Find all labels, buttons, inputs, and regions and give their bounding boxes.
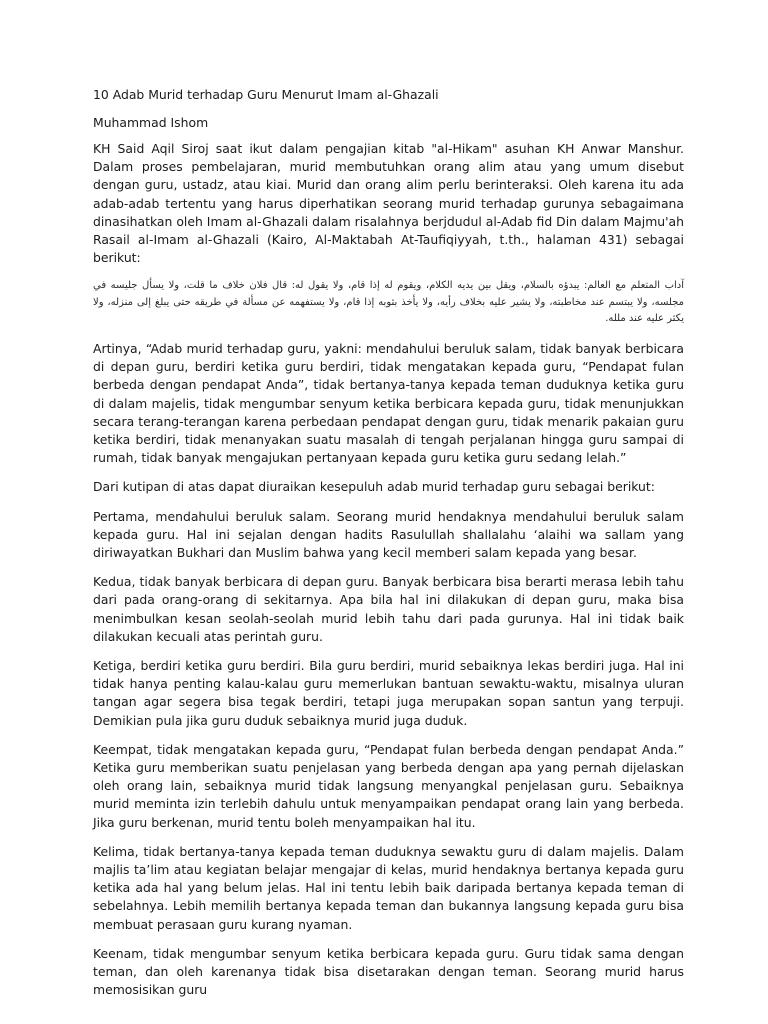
point-paragraph-6: Keenam, tidak mengumbar senyum ketika berbicara kepada guru. Guru tidak sama dengan teman, dan oleh karenanya tidak bisa disetarakan dengan teman. Seorang murid harus memosisikan guru [93, 945, 684, 998]
point-paragraph-2: Kedua, tidak banyak berbicara di depan guru. Banyak berbicara bisa berarti merasa lebih tahu dari pada orang-orang di sekitarnya. Apa bila hal ini dilakukan di depan guru, maka bisa menimbulkan kesan seolah-seolah murid lebih tahu dari pada gurunya. Hal ini tidak baik dilakukan kecuali atas perintah guru. [93, 574, 684, 644]
point-paragraph-1: Pertama, mendahului beruluk salam. Seorang murid hendaknya mendahului beruluk salam kepada guru. Hal ini sejalan dengan hadits Rasulullah shallalahu ‘alaihi wa sallam yang diriwayatkan Bukhari dan Muslim bahwa yang kecil memberi salam kepada yang besar. [93, 508, 684, 560]
translation-paragraph: Artinya, “Adab murid terhadap guru, yakni: mendahului beruluk salam, tidak banyak berbicara di depan guru, berdiri ketika guru berdiri, tidak mengatakan kepada guru, “Pendapat fulan berbeda dengan pendapat Anda”, tidak bertanya-tanya kepada teman duduknya ketika guru di dalam majelis, tidak mengumbar senyum ketika berbicara kepada guru, tidak menunjukkan secara terang-terangan karena perbedaan pendapat dengan guru, tidak menarik pakaian guru ketika berdiri, tidak menanyakan suatu masalah di tengah perjalanan hingga guru sampai di rumah, tidak banyak mengajukan pertanyaan kepada guru ketika guru sedang lelah.” [93, 340, 684, 466]
document-author: Muhammad Ishom [93, 115, 209, 130]
point-paragraph-3: Ketiga, berdiri ketika guru berdiri. Bila guru berdiri, murid sebaiknya lekas berdiri juga. Hal ini tidak hanya penting kalau-kalau guru memerlukan bantuan sewaktu-waktu, misalnya uluran tangan agar segera bisa tegak berdiri, tetapi juga merupakan sopan santun yang terpuji. Demikian pula jika guru duduk sebaiknya murid juga duduk. [93, 657, 684, 728]
arabic-quote: آداب المتعلم مع العالم: يبدؤه بالسلام، ويقل بين يديه الكلام، ويقوم له إذا قام، ولا يقول له: قال فلان خلاف ما قلت، ولا يسأل جليسه في مجلسه، ولا يبتسم عند مخاطبته، ولا يشير عليه بخلاف رأيه، ولا يأخذ بثوبه إذا قام، ولا يستفهمه عن مسألة في طريقه حتى يبلغ إلى منزله، ولا يكثر عليه عند ملله. [93, 280, 684, 325]
summary-intro-paragraph: Dari kutipan di atas dapat diuraikan kesepuluh adab murid terhadap guru sebagai berikut: [93, 479, 655, 495]
document-title: 10 Adab Murid terhadap Guru Menurut Imam al-Ghazali [93, 87, 439, 102]
point-paragraph-4: Keempat, tidak mengatakan kepada guru, “Pendapat fulan berbeda dengan pendapat Anda.” Ketika guru memberikan suatu penjelasan yang berbeda dengan apa yang pernah dijelaskan oleh orang lain, sebaiknya murid tidak langsung menyangkal penjelasan guru. Sebaiknya murid meminta izin terlebih dahulu untuk menyampaikan pendapat orang lain yang berbeda. Jika guru berkenan, murid tentu boleh menyampaikan hal itu. [93, 741, 684, 830]
intro-paragraph: KH Said Aqil Siroj saat ikut dalam pengajian kitab "al-Hikam" asuhan KH Anwar Manshur. Dalam proses pembelajaran, murid membutuhkan orang alim atau yang umum disebut dengan guru, ustadz, atau kiai. Murid dan orang alim perlu berinteraksi. Oleh karena itu ada adab-adab tertentu yang harus diperhatikan seorang murid terhadap gurunya sebagaimana dinasihatkan oleh Imam al-Ghazali dalam risalahnya berjdudul al-Adab fid Din dalam Majmu'ah Rasail al-Imam al-Ghazali (Kairo, Al-Maktabah At-Taufiqiyyah, t.th., halaman 431) sebagai berikut: [93, 141, 684, 266]
point-paragraph-5: Kelima, tidak bertanya-tanya kepada teman duduknya sewaktu guru di dalam majelis. Dalam majlis ta’lim atau kegiatan belajar mengajar di kelas, murid hendaknya bertanya kepada guru ketika ada hal yang belum jelas. Hal ini tentu lebih baik daripada bertanya kepada teman di sebelahnya. Lebih memilih bertanya kepada teman dan bukannya langsung kepada guru bisa membuat perasaan guru kurang nyaman. [93, 843, 684, 932]
